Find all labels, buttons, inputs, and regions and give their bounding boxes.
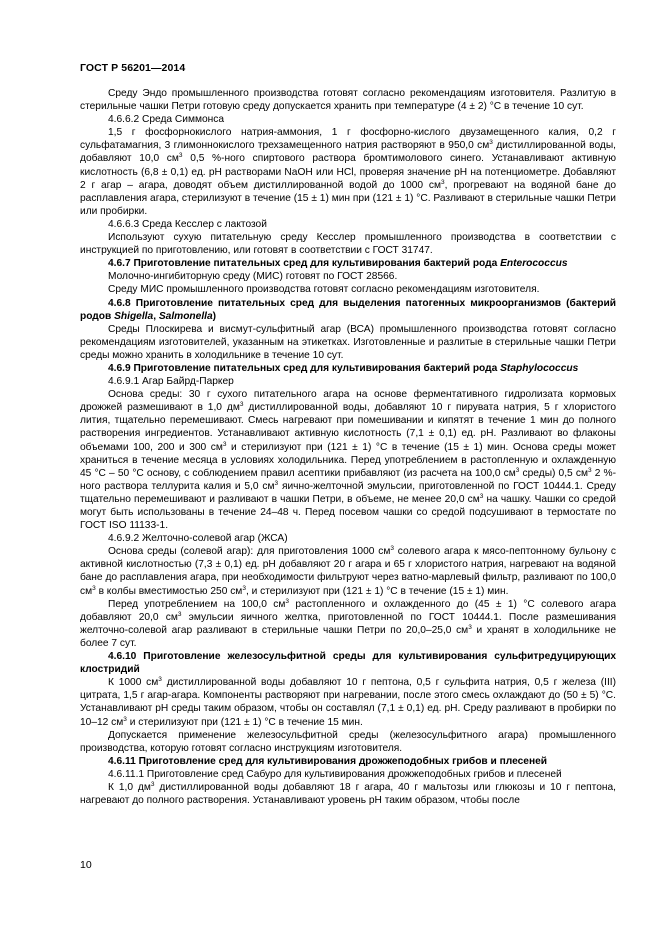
paragraph: Молочно-ингибиторную среду (МИС) готовят по ГОСТ 28566. (108, 271, 398, 283)
paragraph: К 1000 $см^3$ дистиллированной воды добавляют 10 г пептона, 0,5 г сульфита натрия, 0,5 г железа (III) цитрата, 1,5 г агар-агара. Компоненты растворяют при нагревании, после этого смесь охлаждают до (50 ± 5) °С. Устанавливают рН среды таким образом, чтобы он составлял (7,1 ± 0,1) ед. рН. Среду разливают в пробирки по 10–12 $см^3$ и стерилизуют при (121 ± 1) °С в течение 15 мин. (80, 676, 617, 728)
paragraph: Используют сухую питательную среду Кесслер промышленного производства в соответствии с инструкцией по приготовлению, или готовят в соответствии с ГОСТ 31747. (80, 232, 616, 257)
paragraph: 4.6.9.2 Желточно-солевой агар (ЖСА) (108, 533, 288, 545)
section-heading: 4.6.11 Приготовление сред для культивирования дрожжеподобных грибов и плесеней (108, 755, 548, 767)
paragraph: Среду МИС промышленного производства готовят согласно рекомендациям изготовителя. (108, 284, 540, 296)
section-heading: 4.6.8 Приготовление питательных сред для выделения патогенных микроорганизмов (бактерий родов Shigella, Salmonella) (80, 297, 616, 322)
section-heading: 4.6.10 Приготовление железосульфитной среды для культивирования сульфитредуцирующих клостридий (80, 651, 616, 676)
paragraph: 4.6.11.1 Приготовление сред Сабуро для культивирования дрожжеподобных грибов и плесеней (108, 768, 562, 780)
paragraph: 4.6.6.3 Среда Кесслер с лактозой (108, 218, 267, 230)
document-header: ГОСТ Р 56201—2014 (80, 62, 186, 74)
paragraph: 4.6.9.1 Агар Байрд-Паркер (108, 376, 234, 388)
paragraph: 1,5 г фосфорнокислого натрия-аммония, 1 г фосфорно-кислого двузамещенного калия, 0,2 г сульфатамагния, 3 глимоннокислого трехзамещенного натрия растворяют в 950,0 $см^3$ дистиллированной воды, добавляют 10,0 $см^3$ 0,5 %-ного спиртового раствора бромтимолового синего. Устанавливают активную кислотность (6,8 ± 0,1) ед. рН растворами NaOH или HCl, проверяя значение рН на потенциометре. Добавляют 2 г агар – агара, доводят объем дистиллированной водой до 1000 $см^3$, прогревают на водяной бане до расплавления агара, стерилизуют в течение (15 ± 1) мин при (121 ± 1) °С. Разливают в стерильные чашки Петри или пробирки. (80, 127, 616, 217)
page-number: 10 (80, 859, 92, 871)
paragraph: Среды Плоскирева и висмут-сульфитный агар (ВСА) промышленного производства готовят согласно рекомендациям изготовителей, указанным на этикетках. Изготовленные и разлитые в стерильные чашки Петри среды можно хранить в холодильнике в течение 10 сут. (80, 323, 616, 361)
section-heading: 4.6.9 Приготовление питательных сред для культивирования бактерий рода Staphylococcus (108, 362, 579, 374)
paragraph: Перед употреблением на 100,0 $см^3$ растопленного и охлажденного до (45 ± 1) °С солевого агара добавляют 20,0 $см^3$ эмульсии яичного желтка, приготовленной по ГОСТ 10444.1. После размешивания желточно-солевой агар разливают в стерильные чашки Петри по 20,0–25,0 $см^3$ и хранят в холодильнике не более 7 сут. (80, 597, 617, 649)
paragraph: К 1,0 $дм^3$ дистиллированной воды добавляют 18 г агара, 40 г мальтозы или глюкозы и 10 г пептона, нагревают до полного растворения. Устанавливают уровень рН таким образом, чтобы после (80, 780, 616, 807)
paragraph: 4.6.6.2 Среда Симмонса (108, 114, 224, 126)
paragraph: Основа среды: 30 г сухого питательного агара на основе ферментативного гидролизата кормовых дрожжей размешивают в 1,0 $дм^3$ дистиллированной воды, добавляют 10 г пирувата натрия, 5 г хлористого лития, тщательно перемешивают. Смесь нагревают при помешивании и кипятят в течение 1 мин до полного растворения ингредиентов. Устанавливают активную кислотность (7,1 ± 0,1) ед. рН. Разливают во флаконы объемами 100, 200 и 300 $см^3$ и стерилизуют при (121 ± 1) °С в течение (15 ± 1) мин. Основа среды может храниться в течение месяца в условиях холодильника. Перед употреблением в растопленную и охлажденную 45 °С – 50 °С основу, с соблюдением правил асептики прибавляют (из расчета на 100,0 $см^3$ среды) 0,5 $см^3$ 2 %-ного раствора теллурита калия и 5,0 $см^3$ яично-желточной эмульсии, приготовленной по ГОСТ 10444.1. Среду тщательно перемешивают и разливают в чашки Петри, в объеме, не менее 20,0 $см^3$ на чашку. Чашки со средой могут быть использованы в течение 24–48 ч. Перед посевом чашки со средой подсушивают в термостате по ГОСТ ISO 11133-1. (80, 389, 617, 532)
document-body (80, 87, 616, 807)
section-heading: 4.6.7 Приготовление питательных сред для культивирования бактерий рода Enterococcus (108, 258, 568, 270)
paragraph: Среду Эндо промышленного производства готовят согласно рекомендациям изготовителя. Разлитую в стерильные чашки Петри готовую среду допускается хранить при температуре (4 ± 2) °С в течение 10 сут. (80, 88, 616, 113)
paragraph: Основа среды (солевой агар): для приготовления 1000 $см^3$ солевого агара к мясо-пептонному бульону с активной кислотностью (7,3 ± 0,1) ед. рН добавляют 20 г агара и 65 г хлористого натрия, нагревают на водяной бане до расплавления агара, при необходимости фильтруют через ватно-марлевый фильтр, разливают по 100,0 $см^3$ в колбы вместимостью 250 $см^3$, и стерилизуют при (121 ± 1) °С в течение (15 ± 1) мин. (80, 545, 616, 597)
paragraph: Допускается применение железосульфитной среды (железосульфитного агара) промышленного производства, которую готовят согласно инструкциям изготовителя. (80, 729, 616, 754)
